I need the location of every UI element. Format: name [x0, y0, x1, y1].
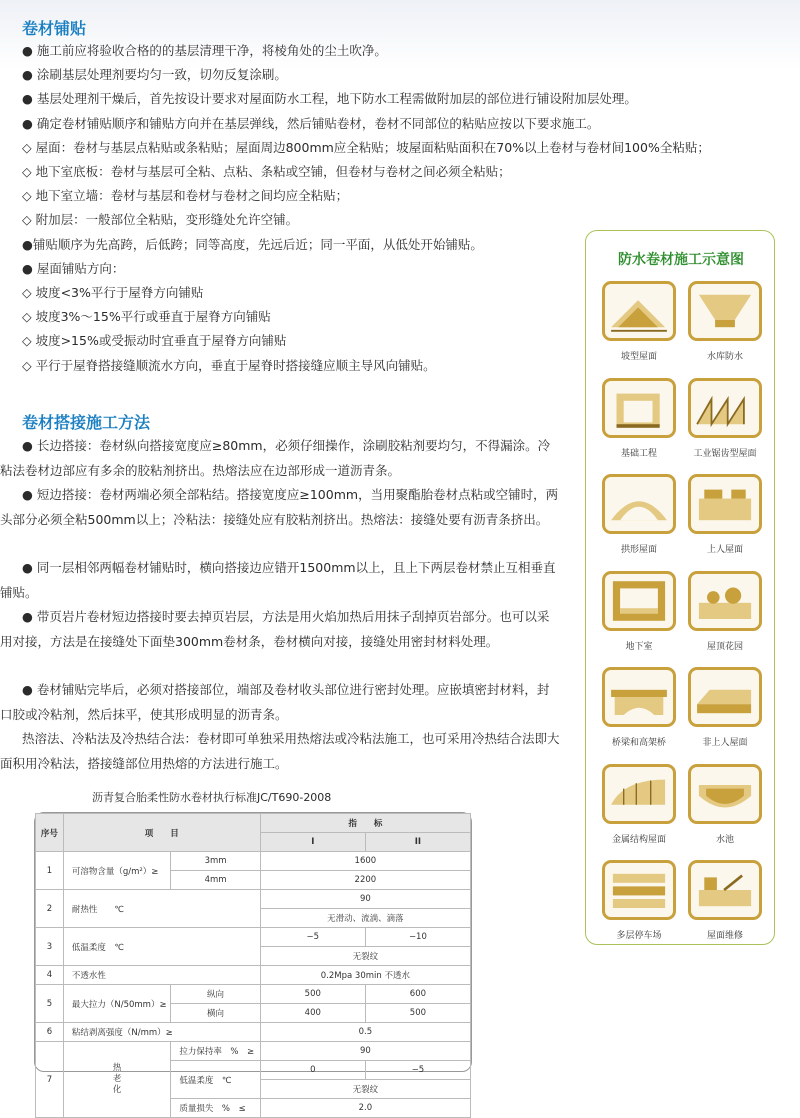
table-caption: 沥青复合胎柔性防水卷材执行标准JC/T690-2008 [92, 791, 332, 804]
cell-no: 5 [36, 985, 64, 1023]
cell-item: 可溶物含量（g/m²）≥ [63, 852, 171, 890]
overlap-para-4: ● 带页岩片卷材短边搭接时要去掉页岩层，方法是用火焰加热后用抹子刮掉页岩部分。也可以采用对接，方法是在接缝处下面垫300mm卷材条，卷材横向对接，接缝处用密封材料处理。 [0, 609, 550, 649]
sidebar-item-label: 坡型屋面 [620, 352, 657, 362]
paving-list-item: ◇ 地下室底板：卷材与基层可全粘、点粘、条粘或空铺，但卷材与卷材之间必须全粘贴； [22, 164, 511, 179]
sidebar-item-label: 地下室 [625, 641, 653, 652]
cell-value: −5 [260, 928, 365, 947]
cell-value: −10 [365, 928, 470, 947]
cell-no: 6 [36, 1023, 64, 1042]
sidebar-item-label: 拱形屋面 [620, 545, 657, 555]
sidebar-item-label: 非上人屋面 [702, 738, 748, 748]
cell-sub: 质量损失 % ≤ [171, 1099, 260, 1118]
th-grade-1: I [260, 833, 365, 852]
paving-list-item: ◇ 坡度3%～15%平行或垂直于屋脊方向铺贴 [22, 309, 271, 325]
cell-value: 2.0 [260, 1099, 470, 1118]
cell-value: 0 [260, 1061, 365, 1080]
th-no: 序号 [36, 814, 64, 852]
cell-value: 500 [365, 1004, 470, 1023]
roof-repair-icon [688, 860, 762, 920]
paving-list-item: ◇ 平行于屋脊搭接缝顺流水方向，垂直于屋脊时搭接缝应顺主导风向铺贴。 [22, 357, 436, 373]
sidebar-item-label: 工业锯齿型屋面 [693, 448, 757, 459]
overlap-para-3: ● 同一层相邻两幅卷材铺贴时，横向搭接边应错开1500mm以上，且上下两层卷材禁止互相垂直铺贴。 [0, 560, 556, 600]
cell-item: 耐热性 ℃ [63, 890, 260, 928]
roof-garden-icon [688, 571, 762, 631]
cell-no: 2 [36, 890, 64, 928]
cell-item: 低温柔度 ℃ [63, 928, 260, 966]
cell-value: 600 [365, 985, 470, 1004]
table-row [36, 852, 471, 871]
diagram-sidebar [585, 230, 775, 945]
paving-list-item: ◇ 坡度<3%平行于屋脊方向铺贴 [22, 285, 204, 300]
overlap-para-1: ● 长边搭接：卷材纵向搭接宽度应≥80mm，必须仔细操作，涂刷胶粘剂要均匀，不得漏涂。冷粘法卷材边部应有多余的胶粘剂挤出。热熔法应在边部形成一道沥青条。 [0, 438, 551, 478]
cell-value: 400 [260, 1004, 365, 1023]
cell-value: 无裂纹 [260, 1080, 470, 1099]
sidebar-item-label: 金属结构屋面 [611, 834, 666, 845]
reservoir-icon [688, 281, 762, 341]
cell-sub: 拉力保持率 % ≥ [171, 1042, 260, 1061]
table-row [36, 966, 471, 985]
spec-table [34, 812, 472, 1114]
pool-icon [688, 764, 762, 824]
cell-no: 3 [36, 928, 64, 966]
sidebar-item-label: 水池 [715, 834, 734, 845]
basement-icon [602, 571, 676, 631]
cell-value: 90 [260, 890, 470, 909]
th-item: 项 目 [63, 814, 260, 852]
sidebar-item-label: 基础工程 [620, 448, 657, 459]
cell-no: 7 [36, 1042, 64, 1118]
table-row [36, 985, 471, 1004]
paving-list-item: ◇ 屋面：卷材与基层点粘贴或条粘贴；屋面周边800mm应全粘贴；坡屋面粘贴面积在70%以上卷材与卷材间100%全粘贴； [22, 139, 710, 155]
sidebar-item-label: 上人屋面 [706, 545, 743, 555]
cell-sub: 低温柔度 ℃ [171, 1061, 260, 1099]
foundation-icon [602, 378, 676, 438]
cell-item: 粘结剥离强度（N/mm）≥ [63, 1023, 260, 1042]
cell-sub: 3mm [171, 852, 260, 871]
paving-list-item: ◇ 坡度>15%或受振动时宜垂直于屋脊方向铺贴 [22, 333, 287, 349]
paving-list-item: ●铺贴顺序为先高跨，后低跨；同等高度，先远后近；同一平面，从低处开始铺贴。 [22, 236, 483, 252]
paving-list-item: ● 屋面铺贴方向： [22, 260, 125, 276]
th-index: 指 标 [260, 814, 470, 833]
paving-list-item: ● 涂刷基层处理剂要均匀一致，切勿反复涂刷。 [22, 67, 287, 83]
th-grade-2: II [365, 833, 470, 852]
metal-roof-icon [602, 764, 676, 824]
arched-roof-icon [602, 474, 676, 534]
cell-value: 无裂纹 [260, 947, 470, 966]
table-row [36, 1042, 471, 1061]
cell-no: 4 [36, 966, 64, 985]
parking-icon [602, 860, 676, 920]
cell-sub: 4mm [171, 871, 260, 890]
cell-item: 最大拉力（N/50mm）≥ [63, 985, 171, 1023]
cell-sub: 横向 [171, 1004, 260, 1023]
cell-sub: 纵向 [171, 985, 260, 1004]
overlap-para-5: ● 卷材铺贴完毕后，必须对搭接部位，端部及卷材收头部位进行密封处理。应嵌填密封材料，封口胶或冷粘剂，然后抹平，使其形成明显的沥青条。 [0, 682, 550, 722]
paving-list-item: ● 施工前应将验收合格的的基层清理干净，将棱角处的尘土吹净。 [22, 43, 387, 58]
paving-list-item: ● 确定卷材铺贴顺序和铺贴方向并在基层弹线，然后铺贴卷材，卷材不同部位的粘贴应按以下要求施工。 [22, 115, 600, 131]
section-title-overlap: 卷材搭接施工方法 [22, 413, 151, 432]
section-title-paving: 卷材铺贴 [22, 19, 87, 38]
cell-value: 2200 [260, 871, 470, 890]
paving-list-item: ◇ 附加层：一般部位全粘贴，变形缝处允许空铺。 [22, 212, 299, 228]
non-accessible-roof-icon [688, 667, 762, 727]
accessible-roof-icon [688, 474, 762, 534]
sidebar-item-label: 屋面维修 [706, 931, 743, 941]
bridge-icon [602, 667, 676, 727]
overlap-para-2: ● 短边搭接：卷材两端必须全部粘结。搭接宽度应≥100mm，当用聚酯胎卷材点粘或空铺时，两头部分必须全粘500mm以上；冷粘法：接缝处应有胶粘剂挤出。热熔法：接缝处要有沥青条挤出。 [0, 487, 559, 527]
cell-item: 不透水性 [63, 966, 260, 985]
sidebar-item-label: 多层停车场 [616, 931, 662, 941]
overlap-para-6: 热溶法、冷粘法及冷热结合法：卷材即可单独采用热熔法或冷粘法施工，也可采用冷热结合法即大面积用冷粘法，搭接缝部位用热熔的方法进行施工。 [0, 731, 560, 771]
cell-value: 0.5 [260, 1023, 470, 1042]
cell-value: 500 [260, 985, 365, 1004]
cell-value: 90 [260, 1042, 470, 1061]
sloped-roof-icon [602, 281, 676, 341]
cell-value: 无滑动、流淌、滴落 [260, 909, 470, 928]
table-row [36, 1023, 471, 1042]
cell-value: 0.2Mpa 30min 不透水 [260, 966, 470, 985]
table-row [36, 890, 471, 909]
cell-item: 热 老 化 [63, 1042, 171, 1118]
sawtooth-roof-icon [688, 378, 762, 438]
cell-no: 1 [36, 852, 64, 890]
cell-value: −5 [365, 1061, 470, 1080]
cell-value: 1600 [260, 852, 470, 871]
sidebar-item-label: 水库防水 [706, 352, 743, 362]
paving-list-item: ◇ 地下室立墙：卷材与基层和卷材与卷材之间均应全粘贴； [22, 188, 349, 204]
sidebar-item-label: 桥梁和高架桥 [611, 738, 666, 748]
sidebar-title: 防水卷材施工示意图 [618, 252, 744, 268]
paving-list-item: ● 基层处理剂干燥后，首先按设计要求对屋面防水工程，地下防水工程需做附加层的部位进行铺设附加层处理。 [22, 91, 637, 107]
sidebar-item-label: 屋顶花园 [706, 641, 743, 652]
table-row [36, 928, 471, 947]
